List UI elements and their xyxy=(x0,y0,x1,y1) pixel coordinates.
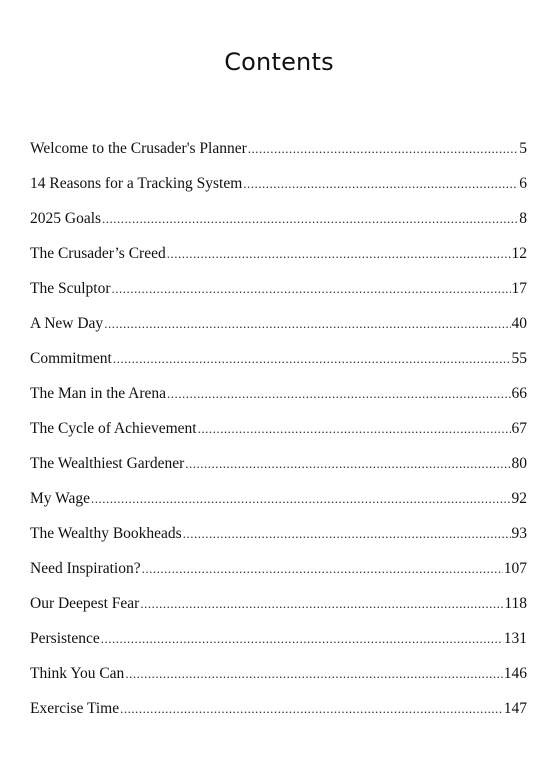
toc-entry-welcome[interactable] xyxy=(30,140,527,175)
toc-entry-page: 8 xyxy=(519,210,527,227)
page-title: Contents xyxy=(224,48,334,76)
toc-entry-arena[interactable] xyxy=(30,385,527,420)
toc-entry-creed[interactable] xyxy=(30,245,527,280)
toc-entry-page: 66 xyxy=(511,385,527,402)
toc-entry-label: The Crusader’s Creed xyxy=(30,245,166,262)
toc-entry-label: Our Deepest Fear xyxy=(30,595,140,612)
toc-leader-dots xyxy=(243,176,518,192)
toc-entry-label: 14 Reasons for a Tracking System xyxy=(30,175,243,192)
toc-entry-label: Persistence xyxy=(30,630,100,647)
toc-entry-page: 107 xyxy=(503,560,527,577)
toc-leader-dots xyxy=(185,456,510,472)
toc-entry-bookheads[interactable] xyxy=(30,525,527,560)
toc-entry-persistence[interactable] xyxy=(30,630,527,665)
toc-leader-dots xyxy=(248,141,518,157)
toc-entry-label: Welcome to the Crusader's Planner xyxy=(30,140,247,157)
toc-entry-inspiration[interactable] xyxy=(30,560,527,595)
toc-entry-page: 147 xyxy=(503,700,527,717)
toc-entry-label: The Cycle of Achievement xyxy=(30,420,197,437)
toc-entry-wage[interactable] xyxy=(30,490,527,525)
toc-entry-page: 17 xyxy=(511,280,527,297)
table-of-contents xyxy=(30,140,527,735)
toc-leader-dots xyxy=(198,421,511,437)
toc-entry-page: 40 xyxy=(511,315,527,332)
toc-entry-page: 80 xyxy=(511,455,527,472)
toc-leader-dots xyxy=(91,491,510,507)
toc-entry-page: 67 xyxy=(511,420,527,437)
toc-entry-exercise[interactable] xyxy=(30,700,527,735)
toc-entry-label: The Sculptor xyxy=(30,280,111,297)
toc-entry-deepest-fear[interactable] xyxy=(30,595,527,630)
toc-entry-page: 93 xyxy=(511,525,527,542)
toc-entry-page: 5 xyxy=(519,140,527,157)
toc-entry-page: 118 xyxy=(504,595,527,612)
toc-entry-cycle[interactable] xyxy=(30,420,527,455)
toc-leader-dots xyxy=(120,701,503,717)
toc-entry-goals[interactable] xyxy=(30,210,527,245)
toc-entry-label: The Wealthy Bookheads xyxy=(30,525,182,542)
toc-entry-page: 146 xyxy=(503,665,527,682)
toc-leader-dots xyxy=(104,316,510,332)
toc-entry-reasons[interactable] xyxy=(30,175,527,210)
toc-entry-label: The Wealthiest Gardener xyxy=(30,455,185,472)
toc-leader-dots xyxy=(183,526,511,542)
toc-leader-dots xyxy=(140,596,503,612)
toc-entry-think-you-can[interactable] xyxy=(30,665,527,700)
toc-entry-page: 131 xyxy=(503,630,527,647)
toc-entry-sculptor[interactable] xyxy=(30,280,527,315)
toc-leader-dots xyxy=(101,631,503,647)
toc-entry-page: 92 xyxy=(511,490,527,507)
toc-entry-label: My Wage xyxy=(30,490,91,507)
toc-entry-new-day[interactable] xyxy=(30,315,527,350)
toc-leader-dots xyxy=(142,561,503,577)
toc-entry-label: A New Day xyxy=(30,315,104,332)
toc-leader-dots xyxy=(113,351,511,367)
toc-entry-label: The Man in the Arena xyxy=(30,385,167,402)
toc-entry-label: Think You Can xyxy=(30,665,125,682)
toc-leader-dots xyxy=(167,386,510,402)
toc-entry-page: 6 xyxy=(519,175,527,192)
toc-leader-dots xyxy=(102,211,518,227)
toc-leader-dots xyxy=(167,246,511,262)
toc-entry-commitment[interactable] xyxy=(30,350,527,385)
toc-leader-dots xyxy=(125,666,502,682)
toc-entry-gardener[interactable] xyxy=(30,455,527,490)
toc-entry-page: 55 xyxy=(511,350,527,367)
toc-leader-dots xyxy=(112,281,511,297)
toc-entry-label: Need Inspiration? xyxy=(30,560,141,577)
toc-entry-label: Commitment xyxy=(30,350,112,367)
toc-entry-label: Exercise Time xyxy=(30,700,120,717)
toc-entry-label: 2025 Goals xyxy=(30,210,102,227)
toc-entry-page: 12 xyxy=(511,245,527,262)
